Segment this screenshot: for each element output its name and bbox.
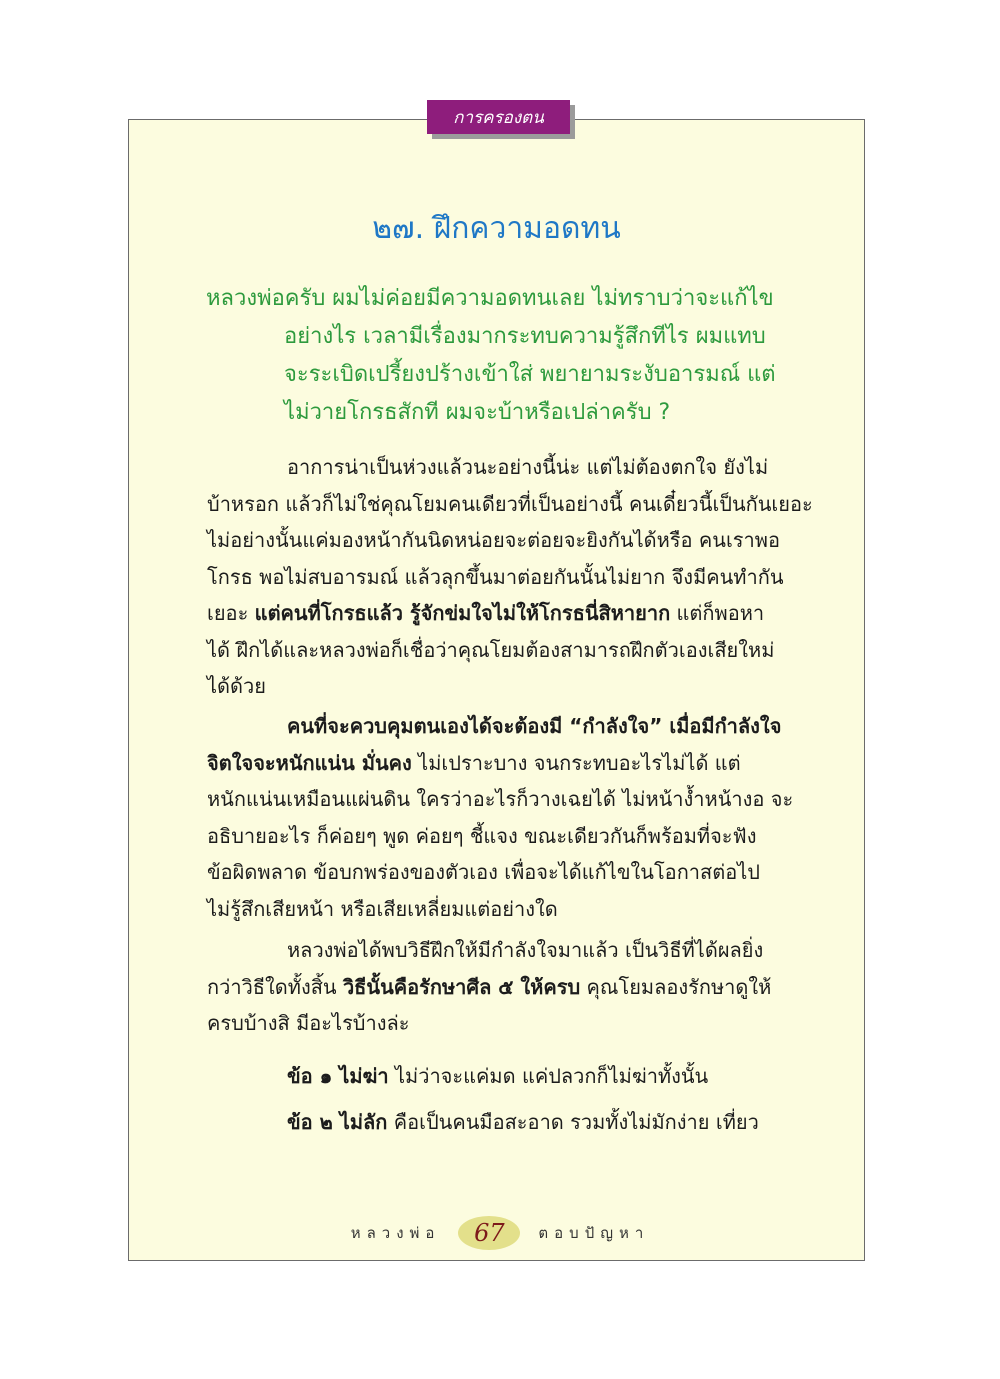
page-number: 67 — [458, 1216, 520, 1250]
question-line: จะระเบิดเปรี้ยงปร้างเข้าใส่ พยายามระงับอารมณ์ แต่ — [284, 362, 776, 387]
chapter-tab-label: การครองตน — [427, 100, 570, 134]
text-line: หนักแน่นเหมือนแผ่นดิน ใครว่าอะไรก็วางเฉยได้ ไม่หน้าง้ำหน้างอ จะ — [207, 787, 794, 811]
question-line: อย่างไร เวลามีเรื่องมากระทบความรู้สึกทีไร ผมแทบ — [284, 324, 766, 349]
text-line — [207, 1104, 792, 1141]
precept-label: ข้อ ๑ ไม่ฆ่า — [287, 1064, 389, 1088]
footer-book-title-right: ตอบปัญหา — [538, 1224, 650, 1242]
emphasis-text: จิตใจจะหนักแน่น มั่นคง — [207, 750, 412, 775]
precept-2 — [207, 1104, 792, 1141]
question-line: หลวงพ่อครับ ผมไม่ค่อยมีความอดทนเลย ไม่ทราบว่าจะแก้ไข — [206, 286, 774, 311]
text-run: คือเป็นคนมือสะอาด รวมทั้งไม่มักง่าย เที่ยว — [387, 1110, 759, 1134]
emphasis-text: คนที่จะควบคุมตนเองได้จะต้องมี “กำลังใจ” เมื่อมีกำลังใจ — [287, 714, 782, 738]
text-run: เยอะ — [207, 601, 255, 625]
emphasis-text: แต่คนที่โกรธแล้ว รู้จักข่มใจไม่ให้โกรธนี่สิหายาก — [254, 601, 671, 625]
text-line: ได้ด้วย — [207, 674, 266, 698]
answer-paragraph-1 — [207, 449, 813, 705]
text-line: อธิบายอะไร ก็ค่อยๆ พูด ค่อยๆ ชี้แจง ขณะเดียวกันก็พร้อมที่จะฟัง — [207, 823, 757, 848]
text-line: ไม่รู้สึกเสียหน้า หรือเสียเหลี่ยมแต่อย่างใด — [207, 896, 558, 921]
article-title: ๒๗. ฝึกความอดทน — [372, 211, 621, 246]
text-line: หลวงพ่อได้พบวิธีฝึกให้มีกำลังใจมาแล้ว เป็นวิธีที่ได้ผลยิ่ง — [287, 938, 764, 962]
text-line: บ้าหรอก แล้วก็ไม่ใช่คุณโยมคนเดียวที่เป็นอย่างนี้ คนเดี๋ยวนี้เป็นกันเยอะ — [207, 491, 813, 516]
text-line — [207, 1058, 792, 1095]
page-footer — [300, 1216, 700, 1250]
text-run: คุณโยมลองรักษาดูให้ — [580, 974, 772, 999]
text-run: กว่าวิธีใดทั้งสิ้น — [207, 974, 343, 999]
precept-label: ข้อ ๒ ไม่ลัก — [287, 1110, 388, 1134]
text-line: ไม่อย่างนั้นแค่มองหน้ากันนิดหน่อยจะต่อยจะยิงกันได้หรือ คนเราพอ — [207, 528, 780, 552]
text-line: ได้ ฝึกได้และหลวงพ่อก็เชื่อว่าคุณโยมต้องสามารถฝึกตัวเองเสียใหม่ — [207, 637, 775, 662]
text-line — [207, 708, 792, 745]
text-line: ครบบ้างสิ มีอะไรบ้างล่ะ — [207, 1011, 410, 1035]
text-line: อาการน่าเป็นห่วงแล้วนะอย่างนี้น่ะ แต่ไม่ต้องตกใจ ยังไม่ — [287, 455, 769, 479]
text-line — [207, 745, 792, 782]
precept-1 — [207, 1058, 792, 1095]
question-block — [206, 280, 796, 432]
text-run: ไม่ว่าจะแค่มด แค่ปลวกก็ไม่ฆ่าทั้งนั้น — [388, 1064, 709, 1088]
text-run: แต่ก็พอหา — [670, 601, 765, 625]
text-line: ข้อผิดพลาด ข้อบกพร่องของตัวเอง เพื่อจะได้แก้ไขในโอกาสต่อไป — [207, 860, 760, 884]
text-line: โกรธ พอไม่สบอารมณ์ แล้วลุกขึ้นมาต่อยกันนั้นไม่ยาก จึงมีคนทำกัน — [207, 564, 784, 589]
question-line: ไม่วายโกรธสักที ผมจะบ้าหรือเปล่าครับ ? — [284, 400, 671, 425]
chapter-tab — [427, 100, 575, 139]
answer-paragraph-3 — [207, 932, 792, 1042]
emphasis-text: วิธีนั้นคือรักษาศีล ๕ ให้ครบ — [342, 974, 581, 999]
text-line — [207, 969, 792, 1006]
text-line — [207, 595, 792, 632]
footer-book-title-left: หลวงพ่อ — [350, 1224, 441, 1242]
answer-paragraph-2 — [207, 708, 792, 927]
text-run: ไม่เปราะบาง จนกระทบอะไรไม่ได้ แต่ — [411, 750, 741, 775]
